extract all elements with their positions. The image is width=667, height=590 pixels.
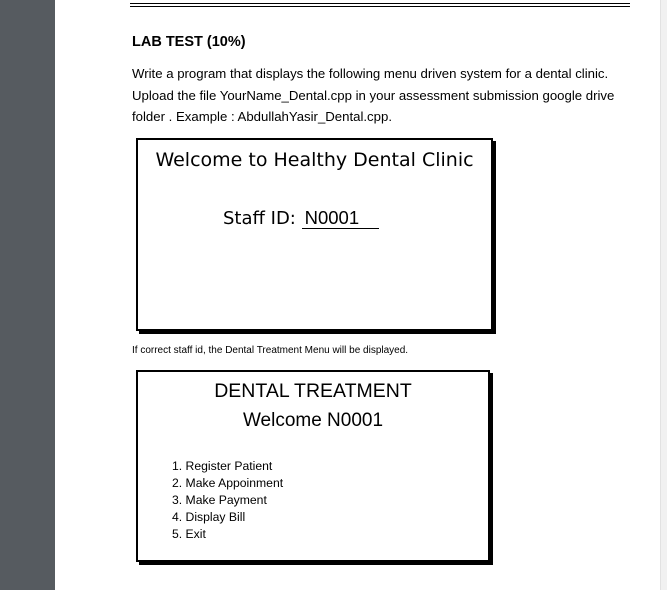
- top-rule-secondary: [130, 6, 630, 7]
- menu-item-display-bill: 4. Display Bill: [172, 510, 246, 524]
- menu-item-make-appointment: 2. Make Appoinment: [172, 476, 284, 490]
- treatment-menu-list: [172, 458, 283, 543]
- staff-id-label: Staff ID:: [223, 208, 296, 229]
- login-screen-box: [136, 138, 493, 331]
- instructions-paragraph: Write a program that displays the following menu driven system for a dental clinic. Upload the file YourName_Dental.cpp in your assessment submission google drive folder . Example : AbdullahYasir_Dental.cpp.: [132, 66, 615, 124]
- staff-id-note: If correct staff id, the Dental Treatment Menu will be displayed.: [132, 345, 409, 356]
- document-page: [55, 0, 660, 590]
- viewer-left-sidebar: [0, 0, 55, 590]
- viewer-scrollbar[interactable]: [660, 0, 667, 590]
- treatment-menu-box: [136, 370, 490, 562]
- menu-item-exit: 5. Exit: [172, 527, 206, 541]
- menu-item-register-patient: 1. Register Patient: [172, 459, 273, 473]
- treatment-welcome: Welcome N0001: [242, 410, 384, 431]
- staff-id-value: N0001: [302, 208, 380, 229]
- treatment-title: DENTAL TREATMENT: [214, 380, 412, 402]
- menu-item-make-payment: 3. Make Payment: [172, 493, 267, 507]
- staff-id-row: [223, 208, 379, 229]
- login-welcome-text: Welcome to Healthy Dental Clinic: [155, 149, 474, 171]
- lab-test-heading: LAB TEST (10%): [132, 34, 246, 50]
- top-rule: [130, 3, 630, 4]
